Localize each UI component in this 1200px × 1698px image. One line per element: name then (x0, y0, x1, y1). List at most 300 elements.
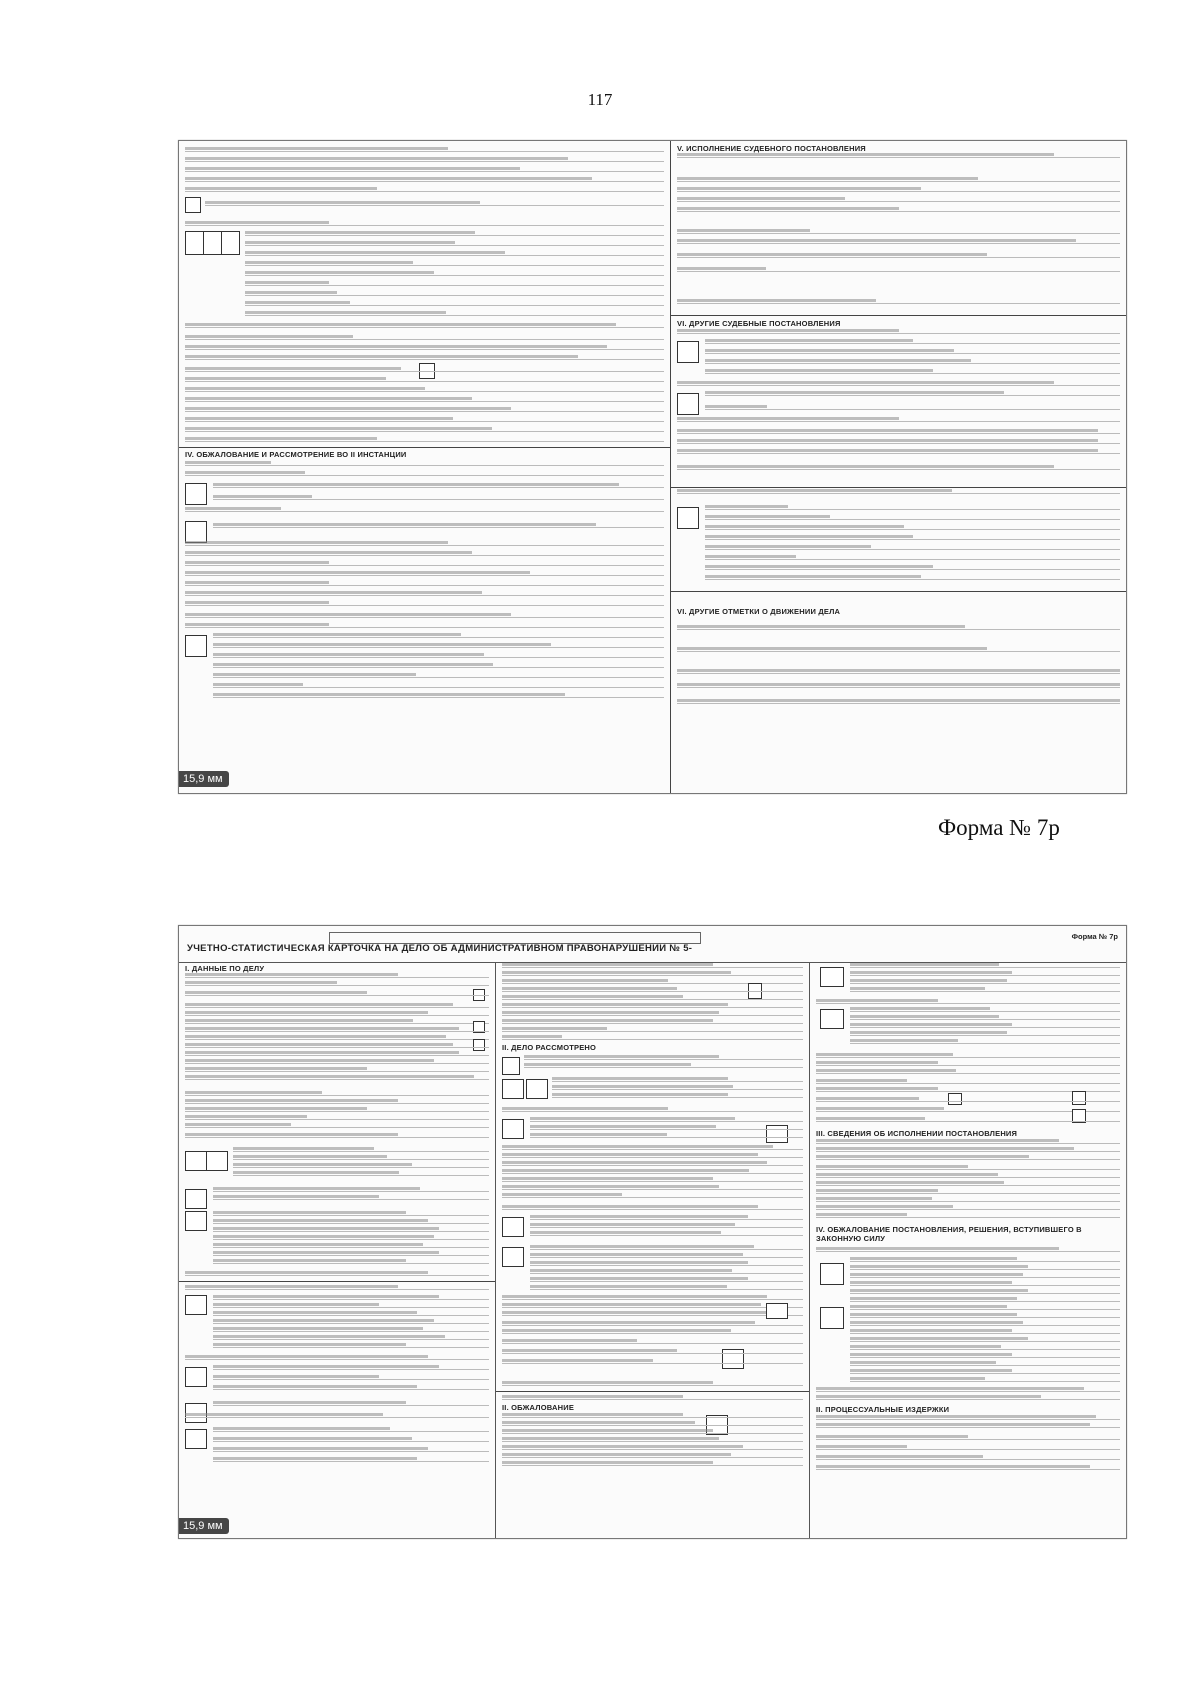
form-line (213, 1305, 489, 1308)
section-heading: VI. ДРУГИЕ СУДЕБНЫЕ ПОСТАНОВЛЕНИЯ (677, 319, 841, 328)
form-line (530, 1279, 803, 1282)
form-line (530, 1271, 803, 1274)
form-line (705, 547, 1120, 550)
form-line (850, 1299, 1120, 1302)
form-line (816, 1081, 1120, 1084)
section-heading: V. ИСПОЛНЕНИЕ СУДЕБНОГО ПОСТАНОВЛЕНИЯ (677, 144, 866, 153)
form-line (705, 557, 1120, 560)
form-line (816, 1249, 1120, 1252)
form-line (530, 1263, 803, 1266)
form-checkbox (185, 1211, 207, 1231)
form-line (502, 1297, 803, 1300)
form-line (185, 625, 664, 628)
form-line (677, 419, 1120, 422)
form-line (816, 1215, 1120, 1218)
form-line (213, 1245, 489, 1248)
form-line (677, 179, 1120, 182)
form-line (530, 1135, 803, 1138)
form-line (185, 1061, 489, 1064)
form-line (816, 1183, 1120, 1186)
form-checkbox (820, 1009, 844, 1029)
form-line (213, 665, 664, 668)
form-line (213, 695, 664, 698)
form-line (530, 1247, 803, 1250)
section-heading: VI. ДРУГИЕ ОТМЕТКИ О ДВИЖЕНИИ ДЕЛА (677, 607, 841, 616)
form-line (705, 407, 1120, 410)
form-line (850, 981, 1120, 984)
form-line (185, 159, 664, 162)
form-checkbox (185, 521, 207, 543)
form-line (185, 1029, 489, 1032)
form-line (213, 1221, 489, 1224)
form-line (677, 269, 1120, 272)
form-line (185, 1415, 489, 1418)
form-line (816, 1191, 1120, 1194)
form-checkbox (185, 635, 207, 657)
form-line (213, 497, 664, 500)
form-line (213, 525, 664, 528)
form-line (502, 973, 803, 976)
form-line (185, 409, 664, 412)
form-line (502, 1431, 803, 1434)
form-checkbox (1072, 1091, 1086, 1105)
form-line (816, 1149, 1120, 1152)
form-line (850, 1355, 1120, 1358)
form-line (185, 379, 664, 382)
form-line (185, 463, 664, 466)
form-scan-back (178, 140, 1127, 794)
section-heading: IV. ОБЖАЛОВАНИЕ И РАССМОТРЕНИЕ ВО II ИНСТАНЦИИ (185, 450, 407, 459)
form-checkbox (206, 1151, 228, 1171)
form-line (502, 1331, 803, 1334)
form-line (502, 1383, 803, 1386)
form-line (816, 1467, 1120, 1470)
form-line (850, 1347, 1120, 1350)
form-line (816, 1071, 1120, 1074)
form-line (213, 1439, 489, 1442)
form-line (185, 1021, 489, 1024)
form-checkbox (185, 231, 204, 255)
form-line (185, 563, 664, 566)
form-line (502, 1305, 803, 1308)
form-title: УЧЕТНО-СТАТИСТИЧЕСКАЯ КАРТОЧКА НА ДЕЛО ОБ АДМИНИСТРАТИВНОМ ПРАВОНАРУШЕНИИ № 5- (187, 943, 693, 954)
form-number: Форма № 7р (1071, 932, 1118, 941)
form-line (185, 189, 664, 192)
form-line (816, 1207, 1120, 1210)
form-line (213, 645, 664, 648)
form-line (185, 583, 664, 586)
form-line (850, 1291, 1120, 1294)
form-line (502, 1323, 803, 1326)
form-line (816, 1175, 1120, 1178)
form-line (213, 1253, 489, 1256)
section-divider (179, 1281, 495, 1282)
form-line (185, 543, 664, 546)
form-line (185, 169, 664, 172)
form-checkbox (185, 483, 207, 505)
form-checkbox (221, 231, 240, 255)
form-line (677, 441, 1120, 444)
form-line (816, 1099, 1120, 1102)
form-checkbox (185, 1295, 207, 1315)
form-line (245, 263, 664, 266)
form-line (185, 1013, 489, 1016)
form-line (185, 553, 664, 556)
scale-badge: 15,9 мм (179, 1518, 229, 1534)
section-divider (671, 591, 1126, 592)
form-line (185, 1005, 489, 1008)
form-line (233, 1165, 489, 1168)
form-line (552, 1095, 803, 1098)
form-line (213, 1189, 489, 1192)
form-line (213, 635, 664, 638)
form-line (502, 1013, 803, 1016)
form-line (185, 1037, 489, 1040)
form-line (816, 1417, 1120, 1420)
form-line (530, 1287, 803, 1290)
form-line (185, 439, 664, 442)
form-line (850, 1339, 1120, 1342)
form-line (185, 399, 664, 402)
form-line (213, 1197, 489, 1200)
page-number: 117 (587, 90, 613, 109)
form-line (245, 303, 664, 306)
form-line (677, 627, 1120, 630)
form-line (185, 429, 664, 432)
form-line (213, 655, 664, 658)
form-line (850, 1267, 1120, 1270)
form-column-1 (179, 963, 496, 1538)
form-checkbox (502, 1119, 524, 1139)
form-line (705, 537, 1120, 540)
form-line (213, 685, 664, 688)
form-checkbox (185, 197, 201, 213)
form-line (677, 255, 1120, 258)
form-line (705, 361, 1120, 364)
section-heading: II. ОБЖАЛОВАНИЕ (502, 1403, 575, 1412)
form-line (245, 313, 664, 316)
form-line (705, 527, 1120, 530)
form-line (185, 369, 664, 372)
form-line (677, 189, 1120, 192)
form-checkbox (502, 1247, 524, 1267)
form-column-left (179, 141, 671, 793)
form-line (705, 507, 1120, 510)
form-line (213, 1213, 489, 1216)
form-line (850, 1371, 1120, 1374)
form-line (816, 1447, 1120, 1450)
form-checkbox (502, 1217, 524, 1237)
form-line (185, 1117, 489, 1120)
form-line (185, 389, 664, 392)
form-line (850, 1025, 1120, 1028)
form-line (245, 253, 664, 256)
form-line (705, 577, 1120, 580)
form-line (185, 1045, 489, 1048)
form-line (816, 1063, 1120, 1066)
form-line (677, 671, 1120, 674)
form-line (185, 593, 664, 596)
form-checkbox (766, 1303, 788, 1319)
form-line (677, 155, 1120, 158)
form-line (233, 1173, 489, 1176)
form-line (850, 1307, 1120, 1310)
form-line (502, 1207, 803, 1210)
form-line (213, 1321, 489, 1324)
form-line (185, 1135, 489, 1138)
form-line (502, 997, 803, 1000)
form-line (213, 1377, 489, 1380)
form-line (816, 1389, 1120, 1392)
form-line (850, 1259, 1120, 1262)
form-column-2 (496, 963, 810, 1538)
form-line (502, 1037, 803, 1040)
form-line (502, 1179, 803, 1182)
form-line (185, 179, 664, 182)
form-line (677, 491, 1120, 494)
section-heading: II. ПРОЦЕССУАЛЬНЫЕ ИЗДЕРЖКИ (816, 1405, 950, 1414)
form-label: Форма № 7р (938, 815, 1060, 840)
form-line (185, 337, 664, 340)
form-line (502, 1187, 803, 1190)
form-line (502, 965, 803, 968)
form-checkbox (502, 1079, 524, 1099)
form-line (850, 1283, 1120, 1286)
form-line (185, 1077, 489, 1080)
form-line (245, 243, 664, 246)
form-line (850, 973, 1120, 976)
form-line (213, 1297, 489, 1300)
form-line (524, 1065, 803, 1068)
form-line (850, 1017, 1120, 1020)
form-line (816, 1397, 1120, 1400)
scale-badge: 15,9 мм (179, 771, 229, 787)
form-line (502, 1455, 803, 1458)
form-line (185, 223, 664, 226)
form-line (677, 649, 1120, 652)
form-column-3 (810, 963, 1126, 1538)
form-line (552, 1087, 803, 1090)
form-line (850, 989, 1120, 992)
form-line (850, 1323, 1120, 1326)
form-line (677, 209, 1120, 212)
form-line (677, 685, 1120, 688)
form-line (185, 325, 664, 328)
form-line (816, 1119, 1120, 1122)
form-line (213, 1261, 489, 1264)
form-line (705, 517, 1120, 520)
form-line (502, 1109, 803, 1112)
form-line (185, 1101, 489, 1104)
form-checkbox (820, 1307, 844, 1329)
form-line (185, 975, 489, 978)
form-header (179, 926, 1126, 963)
form-line (502, 1439, 803, 1442)
form-line (185, 1125, 489, 1128)
form-line (705, 371, 1120, 374)
form-checkbox (820, 967, 844, 987)
form-line (213, 1229, 489, 1232)
form-line (185, 573, 664, 576)
form-line (185, 603, 664, 606)
section-heading: II. ДЕЛО РАССМОТРЕНО (502, 1043, 597, 1052)
form-line (530, 1255, 803, 1258)
form-line (530, 1119, 803, 1122)
form-line (185, 1273, 489, 1276)
form-line (705, 341, 1120, 344)
form-line (502, 1415, 803, 1418)
form-line (677, 231, 1120, 234)
form-checkbox (677, 393, 699, 415)
form-line (850, 1041, 1120, 1044)
form-line (185, 1053, 489, 1056)
form-line (816, 1001, 1120, 1004)
section-heading: III. СВЕДЕНИЯ ОБ ИСПОЛНЕНИИ ПОСТАНОВЛЕНИЯ (816, 1129, 1018, 1138)
form-column-right (671, 141, 1126, 793)
form-line (502, 1313, 803, 1316)
form-line (816, 1157, 1120, 1160)
form-line (816, 1437, 1120, 1440)
form-line (502, 1463, 803, 1466)
form-line (233, 1157, 489, 1160)
form-line (502, 1447, 803, 1450)
form-checkbox (526, 1079, 548, 1099)
form-line (213, 1313, 489, 1316)
form-line (185, 509, 664, 512)
form-line (213, 1449, 489, 1452)
form-line (185, 473, 664, 476)
form-line (524, 1057, 803, 1060)
form-line (677, 451, 1120, 454)
form-line (850, 1315, 1120, 1318)
form-line (530, 1225, 803, 1228)
form-line (850, 1033, 1120, 1036)
form-line (530, 1217, 803, 1220)
form-line (185, 1093, 489, 1096)
form-line (850, 1275, 1120, 1278)
form-line (185, 983, 489, 986)
form-line (816, 1425, 1120, 1428)
form-checkbox (185, 1189, 207, 1209)
section-divider (179, 447, 670, 448)
form-line (185, 357, 664, 360)
form-line (850, 1363, 1120, 1366)
form-line (816, 1199, 1120, 1202)
form-line (245, 283, 664, 286)
form-line (185, 347, 664, 350)
form-line (816, 1055, 1120, 1058)
form-line (502, 1341, 803, 1344)
form-checkbox (185, 1367, 207, 1387)
form-line (677, 431, 1120, 434)
form-line (502, 1397, 803, 1400)
section-heading: IV. ОБЖАЛОВАНИЕ ПОСТАНОВЛЕНИЯ, РЕШЕНИЯ, ВСТУПИВШЕГО В ЗАКОННУЮ СИЛУ (816, 1225, 1082, 1243)
form-checkbox (502, 1057, 520, 1075)
form-line (213, 1237, 489, 1240)
form-line (502, 1361, 803, 1364)
form-line (245, 233, 664, 236)
form-checkbox (203, 231, 222, 255)
form-line (850, 965, 1120, 968)
form-line (185, 615, 664, 618)
form-line (185, 1109, 489, 1112)
form-line (705, 351, 1120, 354)
form-line (502, 1163, 803, 1166)
form-line (233, 1149, 489, 1152)
form-line (530, 1233, 803, 1236)
form-line (213, 1403, 489, 1406)
form-line (816, 1141, 1120, 1144)
form-line (185, 1069, 489, 1072)
form-line (205, 203, 664, 206)
form-line (850, 1331, 1120, 1334)
form-checkbox (820, 1263, 844, 1285)
form-line (502, 1423, 803, 1426)
form-line (502, 1171, 803, 1174)
form-checkbox (185, 1429, 207, 1449)
form-line (850, 1379, 1120, 1382)
form-line (213, 485, 664, 488)
form-line (677, 467, 1120, 470)
form-line (502, 989, 803, 992)
form-line (502, 1155, 803, 1158)
form-line (213, 1329, 489, 1332)
form-scan-front (178, 925, 1127, 1539)
form-line (705, 393, 1120, 396)
form-line (213, 1337, 489, 1340)
form-checkbox (677, 341, 699, 363)
form-line (213, 1387, 489, 1390)
form-line (502, 1195, 803, 1198)
section-heading: I. ДАННЫЕ ПО ДЕЛУ (185, 964, 265, 973)
form-line (213, 1429, 489, 1432)
form-line (245, 273, 664, 276)
form-line (502, 1005, 803, 1008)
form-line (185, 149, 664, 152)
form-line (245, 293, 664, 296)
form-line (552, 1079, 803, 1082)
form-line (502, 1351, 803, 1354)
form-line (677, 331, 1120, 334)
form-line (502, 1147, 803, 1150)
form-line (677, 383, 1120, 386)
form-line (850, 1009, 1120, 1012)
form-line (816, 1457, 1120, 1460)
form-line (677, 701, 1120, 704)
form-line (677, 241, 1120, 244)
form-line (530, 1127, 803, 1130)
section-divider (496, 1391, 809, 1392)
form-line (213, 1367, 489, 1370)
section-divider (671, 315, 1126, 316)
form-line (677, 301, 1120, 304)
form-line (705, 567, 1120, 570)
form-line (213, 1459, 489, 1462)
form-line (185, 993, 489, 996)
form-line (502, 1029, 803, 1032)
form-checkbox (185, 1151, 207, 1171)
form-line (213, 675, 664, 678)
form-line (816, 1167, 1120, 1170)
form-line (502, 1021, 803, 1024)
form-line (185, 1357, 489, 1360)
form-line (213, 1345, 489, 1348)
form-line (185, 1287, 489, 1290)
section-divider (671, 487, 1126, 488)
form-line (677, 199, 1120, 202)
form-checkbox (677, 507, 699, 529)
form-line (185, 419, 664, 422)
